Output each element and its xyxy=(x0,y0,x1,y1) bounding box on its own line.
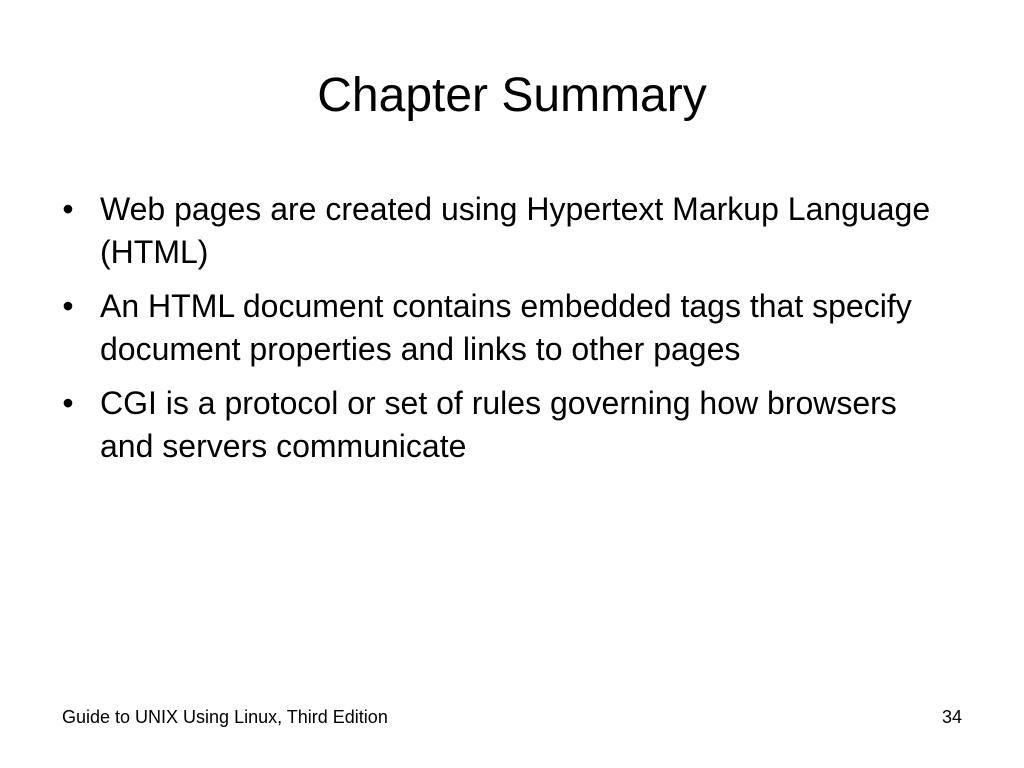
bullet-dot-icon: • xyxy=(62,385,74,421)
bullet-text: Web pages are created using Hypertext Markup Language (HTML) xyxy=(100,191,931,270)
bullet-dot-icon: • xyxy=(62,191,74,227)
bullet-item xyxy=(58,382,938,468)
slide-title: Chapter Summary xyxy=(317,69,707,122)
bullet-text: CGI is a protocol or set of rules governing how browsers and servers communicate xyxy=(100,385,897,464)
bullet-text: An HTML document contains embedded tags that specify document properties and links to other pages xyxy=(100,288,912,367)
footer-book-title: Guide to UNIX Using Linux, Third Edition xyxy=(62,707,388,727)
bullet-dot-icon: • xyxy=(62,288,74,324)
page-number: 34 xyxy=(941,707,962,727)
bullet-list xyxy=(58,188,938,479)
bullet-item xyxy=(58,285,938,371)
bullet-item xyxy=(58,188,938,274)
